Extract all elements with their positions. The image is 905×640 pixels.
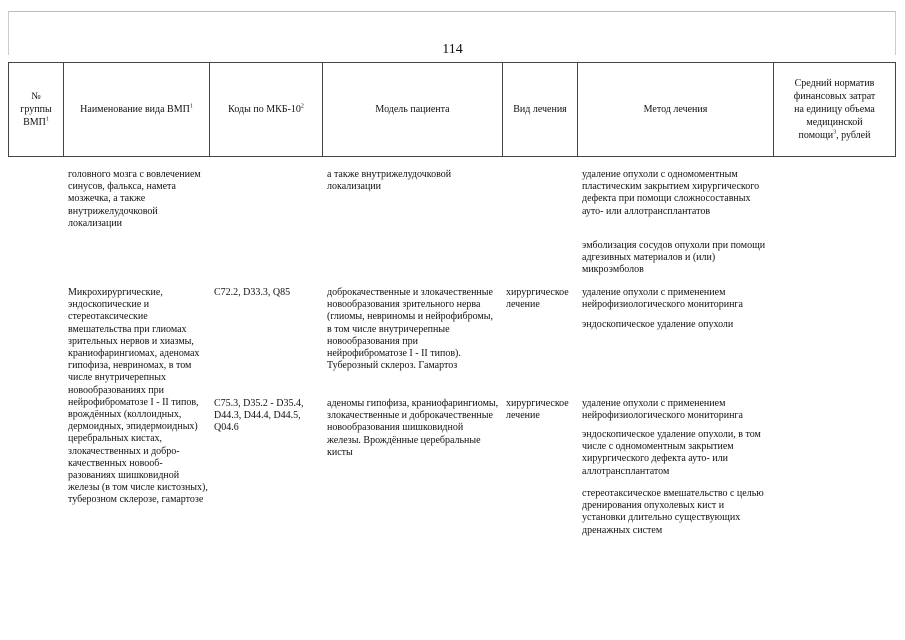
row-treatment-2: хирургическое лечение bbox=[506, 398, 569, 422]
header-treatment-type: Вид лечения bbox=[513, 104, 567, 115]
row-model-2: аденомы гипофиза, краниофарингиомы, злокачественные и доброкачественные новообразования шишковидной железы. Врождённые церебральные кисты bbox=[327, 398, 499, 458]
row-method-2-1: удаление опухоли с применением нейрофизиологического мониторинга bbox=[582, 398, 743, 422]
continuation-method-2: эмболизация сосудов опухоли при помощи адгезивных материалов и (или) микроэмболов bbox=[582, 240, 766, 276]
row-method-1-1: удаление опухоли с применением нейрофизиологического мониторинга bbox=[582, 287, 743, 311]
row-codes-1: C72.2, D33.3, Q85 bbox=[214, 287, 291, 298]
continuation-method-1: удаление опухоли с одномоментным пластическим закрытием хирургического дефекта при помощи сложносоставных ауто- или аллотрансплантатов bbox=[582, 169, 760, 217]
header-group-no: № группы ВМП$^1$ bbox=[20, 91, 52, 128]
row-model-1: доброкачественные и злокачественные новообразования зрительного нерва (глиомы, невриномы и нейрофибромы, в том числе внутричерепные новообразования при нейрофиброматозе I - II типов). Туберозный склероз. Гамартоз bbox=[327, 287, 493, 372]
continuation-name: головного мозга с вовлечением синусов, фалькса, намета мозжечка, а также внутрижелудочковой локализации bbox=[68, 169, 201, 229]
row-codes-2: C75.3, D35.2 - D35.4, D44.3, D44.4, D44.5, Q04.6 bbox=[214, 398, 304, 434]
header-method: Метод лечения bbox=[643, 104, 708, 115]
header-divider bbox=[895, 62, 896, 157]
page-number: 114 bbox=[442, 42, 463, 57]
header-cost: Средний норматив финансовых затрат на единицу объема медицинской помощи$^3$, рублей bbox=[793, 78, 876, 141]
header-bottom-border bbox=[8, 156, 896, 157]
row-method-1-2: эндоскопическое удаление опухоли bbox=[582, 319, 734, 330]
header-name: Наименование вида ВМП$^1$ bbox=[80, 103, 193, 115]
header-model: Модель пациента bbox=[375, 104, 450, 115]
row-treatment-1: хирургическое лечение bbox=[506, 287, 569, 311]
page-frame-top bbox=[8, 11, 896, 12]
row-method-2-3: стереотаксическое вмешательство с целью дренирования опухолевых кист и установки длительно существующих дренажных систем bbox=[582, 488, 764, 536]
row-method-2-2: эндоскопическое удаление опухоли, в том числе с одномоментным закрытием хирургического дефекта ауто- или аллотрансплантатом bbox=[582, 429, 761, 477]
continuation-model: а также внутрижелудочковой локализации bbox=[327, 169, 452, 193]
header-codes: Коды по МКБ-$10^2$ bbox=[228, 103, 304, 115]
row-name: Микрохирургические, эндоскопические и стереотаксические вмешательства при глиомах зрительных нервов и хиазмы, краниофарингиомах, аденомах гипофиза, невриномах, в том числе внутричерепных новообразованиях при нейрофиброматозе I - II типов, врождённых (коллоидных, дермоидных, эпидермоидных) церебральных кистах, злокачественных и добро- качественных новооб- разованиях шишковидной железы (в том числе кистозных), туберозном склерозе, гамартозе bbox=[68, 287, 208, 506]
